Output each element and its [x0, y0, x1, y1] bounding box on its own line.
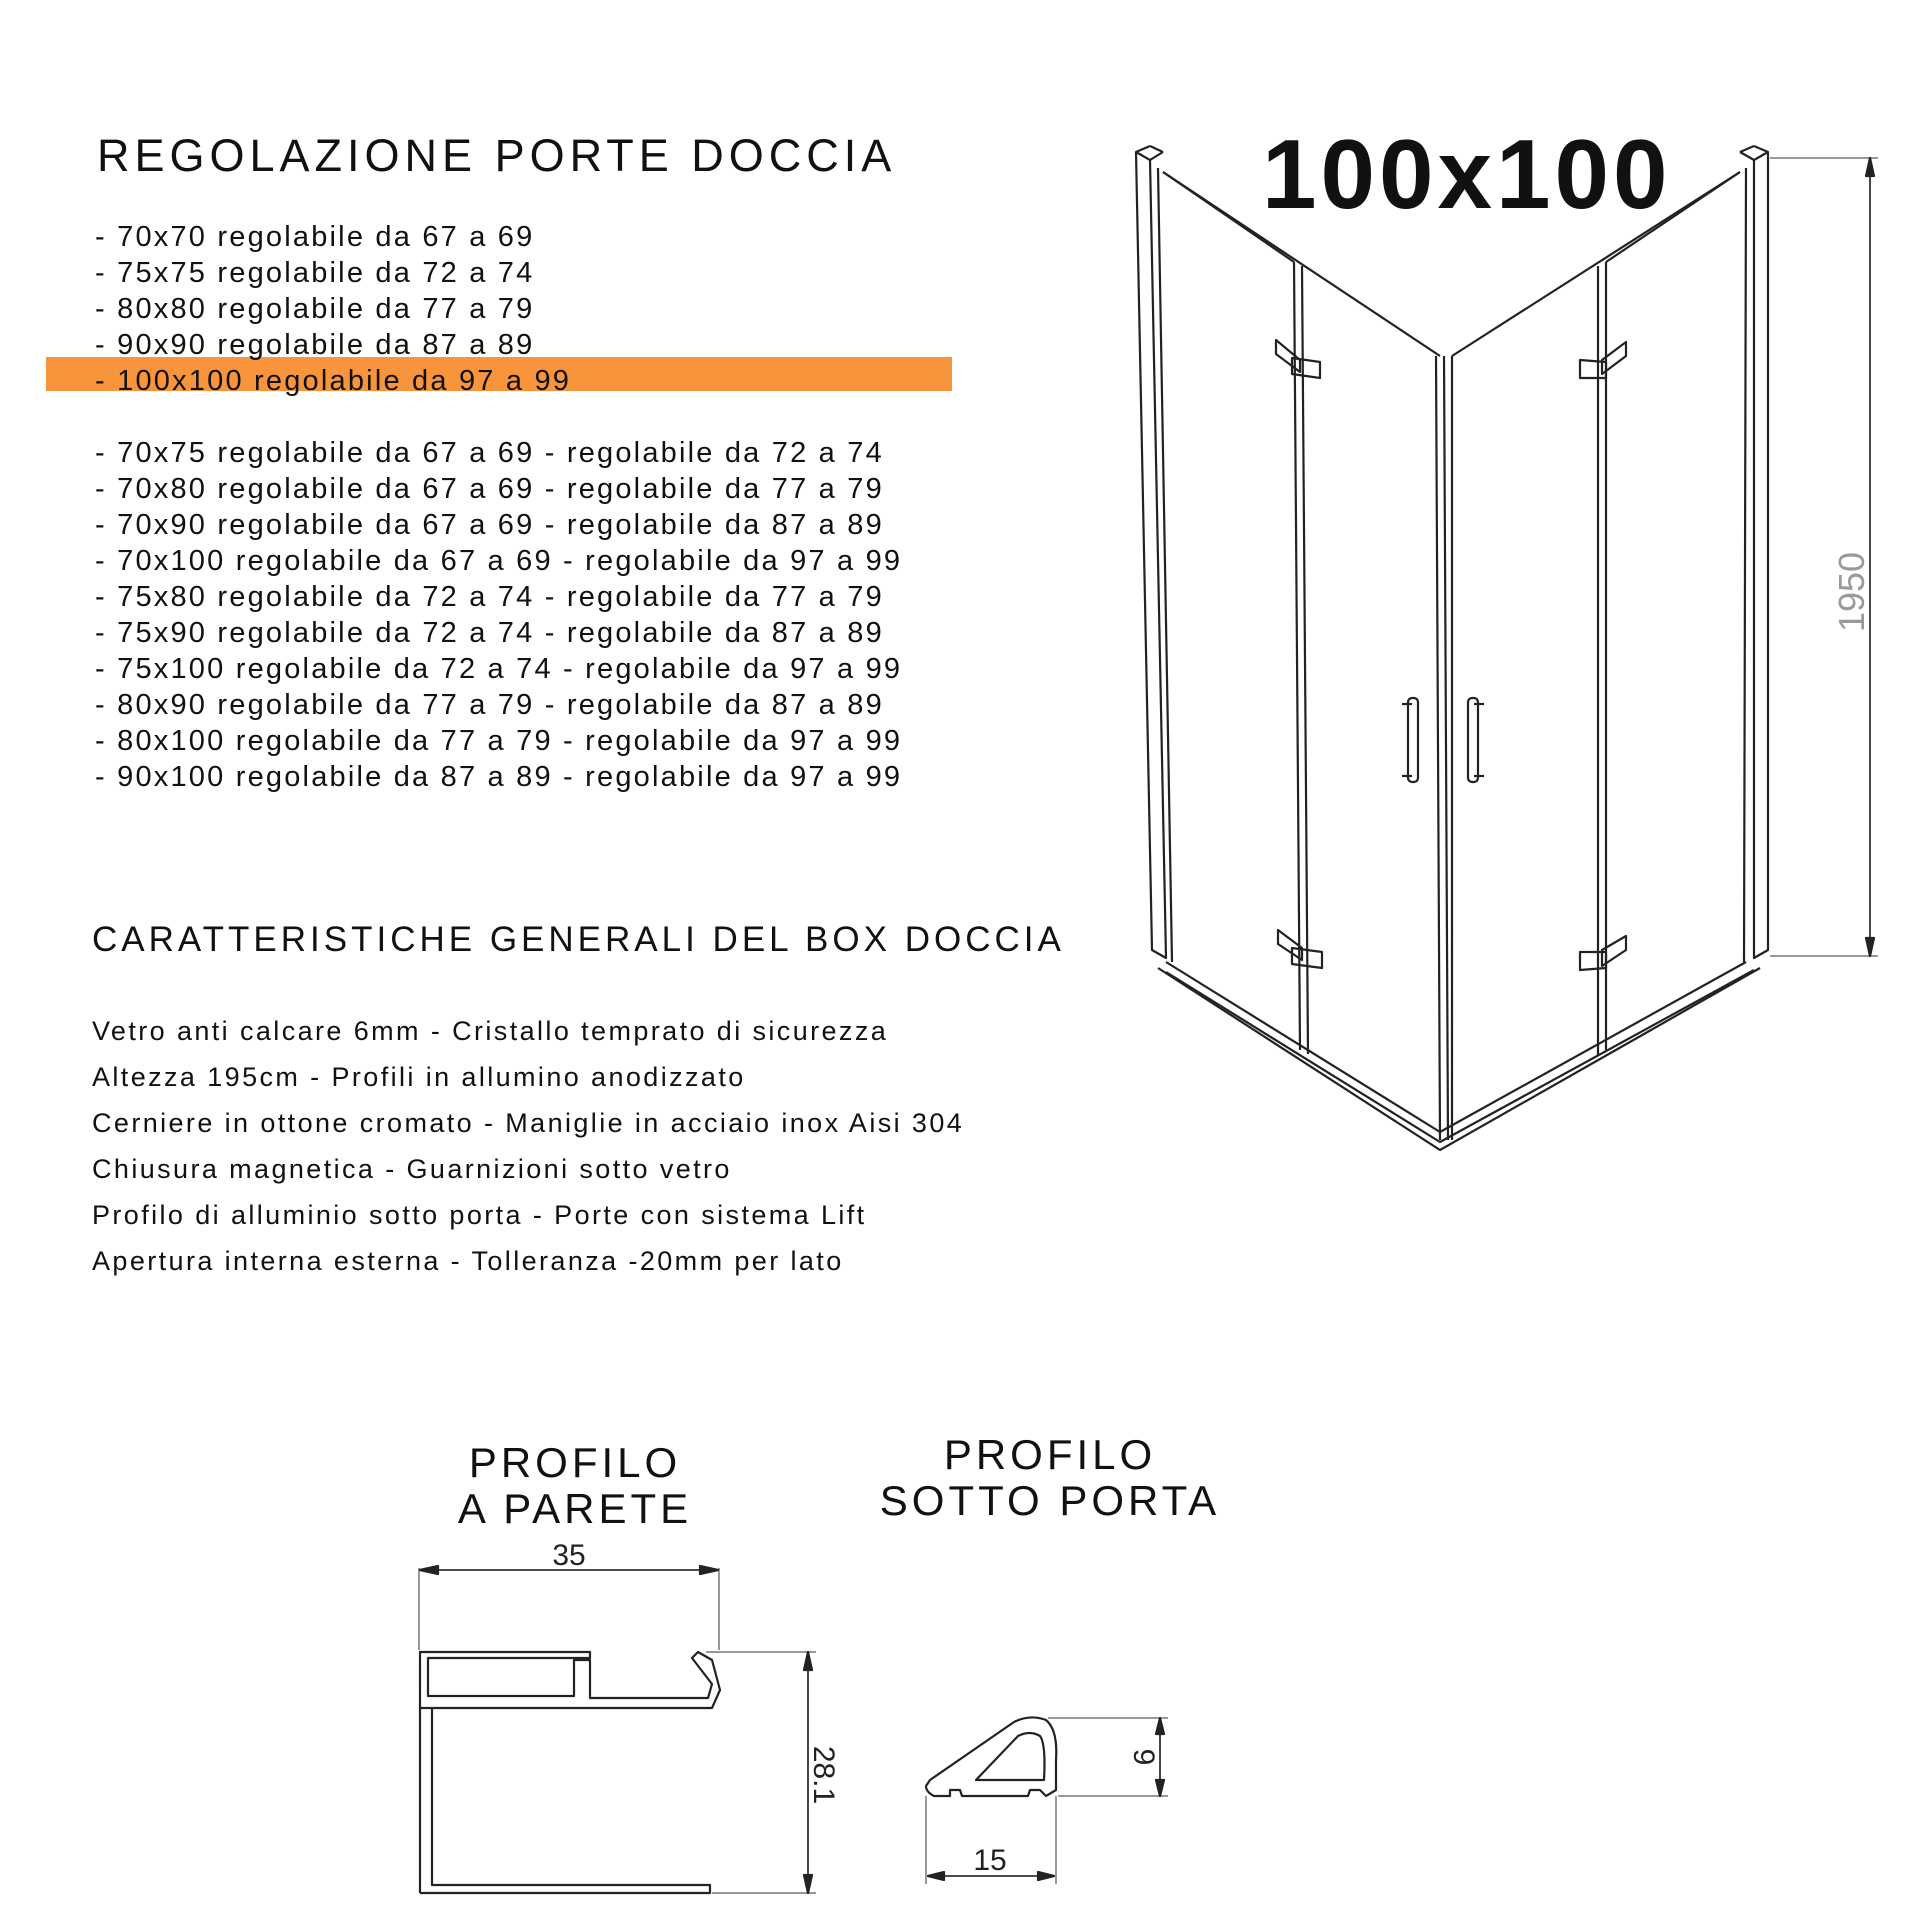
list-item: - 90x90 regolabile da 87 a 89 — [95, 329, 535, 361]
height-dimension-label: 1950 — [1831, 551, 1872, 633]
list-item: - 75x90 regolabile da 72 a 74 - regolabile da 87 a 89 — [95, 617, 884, 649]
feature-line: Apertura interna esterna - Tolleranza -20mm per lato — [92, 1246, 844, 1276]
door-height-dimension: 9 — [1127, 1748, 1160, 1766]
list-item: - 75x80 regolabile da 72 a 74 - regolabile da 77 a 79 — [95, 581, 884, 613]
wall-height-dimension: 28.1 — [807, 1745, 840, 1805]
list-item: - 70x90 regolabile da 67 a 69 - regolabile da 87 a 89 — [95, 509, 884, 541]
wall-width-dimension: 35 — [552, 1539, 586, 1572]
feature-line: Chiusura magnetica - Guarnizioni sotto vetro — [92, 1154, 732, 1184]
profile-door-title-line2: SOTTO PORTA — [879, 1477, 1221, 1524]
feature-line: Cerniere in ottone cromato - Maniglie in acciaio inox Aisi 304 — [92, 1108, 965, 1138]
model-label: 100x100 — [1262, 119, 1672, 229]
list-item: - 70x80 regolabile da 67 a 69 - regolabile da 77 a 79 — [95, 473, 884, 505]
feature-line: Profilo di alluminio sotto porta - Porte con sistema Lift — [92, 1200, 867, 1230]
profile-door-title-line1: PROFILO — [943, 1431, 1157, 1478]
profile-wall-title-line1: PROFILO — [468, 1439, 682, 1486]
list-item-highlighted: - 100x100 regolabile da 97 a 99 — [95, 365, 572, 397]
door-profile-shape — [926, 1717, 1056, 1796]
door-width-dimension: 15 — [973, 1844, 1007, 1877]
list-item: - 75x100 regolabile da 72 a 74 - regolabile da 97 a 99 — [95, 653, 903, 685]
page-title: REGOLAZIONE PORTE DOCCIA — [97, 130, 897, 181]
feature-line: Altezza 195cm - Profili in allumino anodizzato — [92, 1062, 746, 1092]
list-item: - 80x100 regolabile da 77 a 79 - regolabile da 97 a 99 — [95, 725, 903, 757]
features-heading: CARATTERISTICHE GENERALI DEL BOX DOCCIA — [92, 920, 1065, 959]
list-item: - 90x100 regolabile da 87 a 89 - regolabile da 97 a 99 — [95, 761, 903, 793]
list-item: - 70x100 regolabile da 67 a 69 - regolabile da 97 a 99 — [95, 545, 903, 577]
list-item: - 70x75 regolabile da 67 a 69 - regolabile da 72 a 74 — [95, 437, 884, 469]
list-item: - 80x80 regolabile da 77 a 79 — [95, 293, 535, 325]
list-item: - 75x75 regolabile da 72 a 74 — [95, 257, 535, 289]
feature-line: Vetro anti calcare 6mm - Cristallo temprato di sicurezza — [92, 1016, 889, 1046]
list-item: - 80x90 regolabile da 77 a 79 - regolabile da 87 a 89 — [95, 689, 884, 721]
list-item: - 70x70 regolabile da 67 a 69 — [95, 221, 535, 253]
profile-wall-title-line2: A PARETE — [457, 1485, 693, 1532]
